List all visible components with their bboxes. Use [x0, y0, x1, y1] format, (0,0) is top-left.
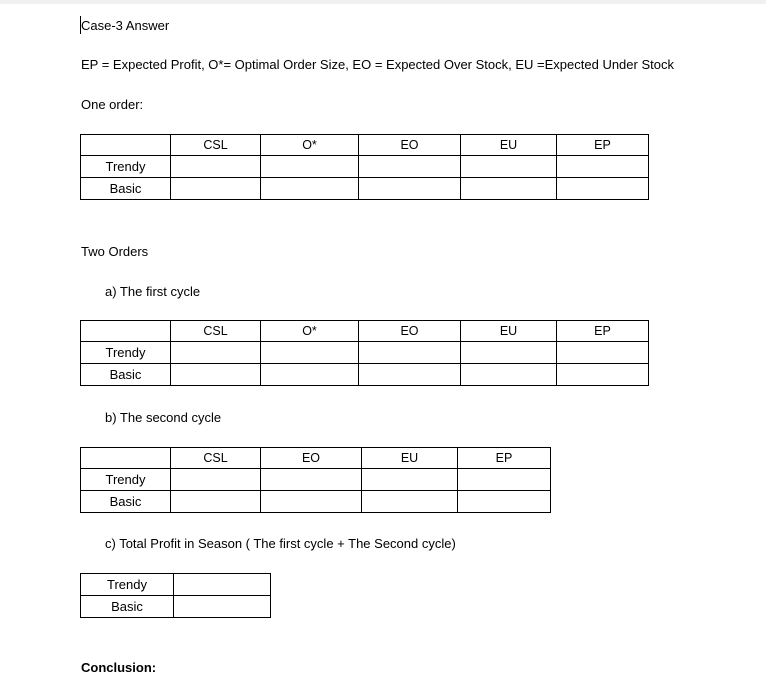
table-cell: [461, 364, 557, 386]
conclusion-heading: Conclusion:: [81, 660, 157, 675]
table-cell: [557, 364, 649, 386]
table-header-row: [81, 448, 551, 469]
table-header-cell: EO: [261, 448, 362, 469]
table-cell: [359, 342, 461, 364]
table-cell: [359, 156, 461, 178]
table-header-cell: [81, 135, 171, 156]
first-cycle-table: [80, 320, 649, 386]
table-header-cell: CSL: [171, 135, 261, 156]
table-header-cell: [81, 321, 171, 342]
table-cell: [461, 178, 557, 200]
row-label: Trendy: [81, 469, 171, 491]
one-order-table: [80, 134, 649, 200]
table-cell: [359, 178, 461, 200]
table-cell: [461, 156, 557, 178]
table-row: [81, 364, 649, 386]
table-cell: [174, 574, 271, 596]
table-header-row: [81, 135, 649, 156]
table-cell: [461, 342, 557, 364]
second-cycle-table: [80, 447, 551, 513]
table-row: [81, 342, 649, 364]
table-row: [81, 596, 271, 618]
table-cell: [171, 469, 261, 491]
table-row: [81, 574, 271, 596]
total-profit-label: c) Total Profit in Season ( The first cycle + The Second cycle): [105, 536, 456, 551]
page-top-edge: [0, 0, 766, 4]
row-label: Trendy: [81, 342, 171, 364]
table-header-cell: O*: [261, 135, 359, 156]
table-row: [81, 491, 551, 513]
table-header-cell: CSL: [171, 448, 261, 469]
table-row: [81, 156, 649, 178]
table-cell: [557, 342, 649, 364]
row-label: Trendy: [81, 156, 171, 178]
table-header-cell: EP: [557, 135, 649, 156]
table-cell: [171, 364, 261, 386]
table-cell: [557, 178, 649, 200]
table-row: [81, 469, 551, 491]
table-row: [81, 178, 649, 200]
table-cell: [171, 178, 261, 200]
table-header-row: [81, 321, 649, 342]
page-title: Case-3 Answer: [81, 18, 170, 33]
table-header-cell: EP: [557, 321, 649, 342]
table-cell: [171, 156, 261, 178]
table-cell: [458, 469, 551, 491]
table-cell: [261, 342, 359, 364]
row-label: Basic: [81, 491, 171, 513]
table-header-cell: EU: [461, 135, 557, 156]
table-cell: [174, 596, 271, 618]
row-label: Basic: [81, 178, 171, 200]
total-profit-table: [80, 573, 271, 618]
table-cell: [557, 156, 649, 178]
table-cell: [261, 178, 359, 200]
table-cell: [261, 364, 359, 386]
table-header-cell: [81, 448, 171, 469]
table-cell: [458, 491, 551, 513]
legend-text: EP = Expected Profit, O*= Optimal Order Size, EO = Expected Over Stock, EU =Expected Under Stock: [81, 57, 674, 72]
table-cell: [261, 156, 359, 178]
table-cell: [171, 342, 261, 364]
two-orders-heading: Two Orders: [81, 244, 149, 259]
table-header-cell: EU: [461, 321, 557, 342]
row-label: Basic: [81, 596, 174, 618]
table-cell: [359, 364, 461, 386]
first-cycle-label: a) The first cycle: [105, 284, 201, 299]
table-header-cell: EO: [359, 321, 461, 342]
one-order-heading: One order:: [81, 97, 144, 112]
table-cell: [261, 491, 362, 513]
table-header-cell: O*: [261, 321, 359, 342]
table-header-cell: EU: [362, 448, 458, 469]
row-label: Basic: [81, 364, 171, 386]
table-header-cell: EP: [458, 448, 551, 469]
table-cell: [362, 469, 458, 491]
table-cell: [362, 491, 458, 513]
table-cell: [171, 491, 261, 513]
table-cell: [261, 469, 362, 491]
row-label: Trendy: [81, 574, 174, 596]
second-cycle-label: b) The second cycle: [105, 410, 222, 425]
table-header-cell: EO: [359, 135, 461, 156]
table-header-cell: CSL: [171, 321, 261, 342]
